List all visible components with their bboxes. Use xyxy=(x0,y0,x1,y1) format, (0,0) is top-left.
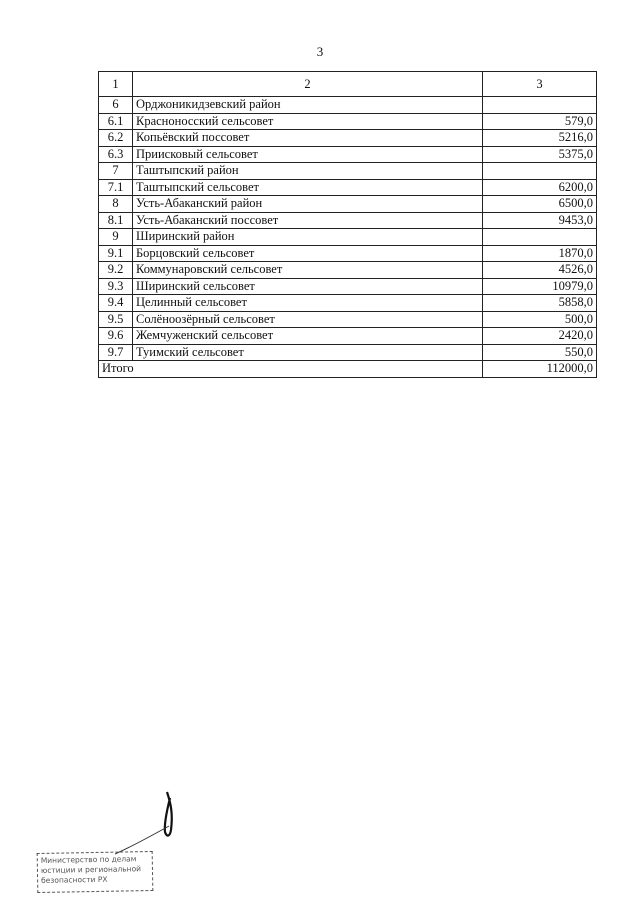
stamp-line-2: юстиции и региональной xyxy=(40,864,142,875)
total-label: Итого xyxy=(99,361,483,378)
table-body xyxy=(99,97,597,361)
table-row xyxy=(99,262,597,279)
table-row xyxy=(99,163,597,180)
row-number: 9 xyxy=(99,229,133,246)
table-row xyxy=(99,229,597,246)
table-row xyxy=(99,146,597,163)
row-value: 550,0 xyxy=(483,344,597,361)
row-number: 9.4 xyxy=(99,295,133,312)
row-number: 7.1 xyxy=(99,179,133,196)
table-row xyxy=(99,245,597,262)
table-header-row xyxy=(99,72,597,97)
table-row xyxy=(99,328,597,345)
row-value: 579,0 xyxy=(483,113,597,130)
row-name: Таштыпский сельсовет xyxy=(133,179,483,196)
row-value: 2420,0 xyxy=(483,328,597,345)
total-row xyxy=(99,361,597,378)
row-value: 5858,0 xyxy=(483,295,597,312)
allocation-table xyxy=(98,71,597,378)
row-value: 4526,0 xyxy=(483,262,597,279)
table-row xyxy=(99,344,597,361)
row-name: Ширинский район xyxy=(133,229,483,246)
table-row xyxy=(99,130,597,147)
page-number: 3 xyxy=(316,44,324,59)
row-value: 5375,0 xyxy=(483,146,597,163)
signature-mark xyxy=(115,790,185,860)
row-number: 9.7 xyxy=(99,344,133,361)
row-number: 9.3 xyxy=(99,278,133,295)
row-value: 5216,0 xyxy=(483,130,597,147)
row-name: Копьёвский поссовет xyxy=(133,130,483,147)
row-number: 8.1 xyxy=(99,212,133,229)
row-number: 6 xyxy=(99,97,133,114)
table-row xyxy=(99,311,597,328)
row-name: Красноносский сельсовет xyxy=(133,113,483,130)
row-number: 9.2 xyxy=(99,262,133,279)
stamp-line-3: безопасности РХ xyxy=(41,874,108,885)
row-name: Целинный сельсовет xyxy=(133,295,483,312)
row-name: Орджоникидзевский район xyxy=(133,97,483,114)
row-name: Усть-Абаканский поссовет xyxy=(133,212,483,229)
header-col-1: 1 xyxy=(99,72,133,97)
row-number: 6.1 xyxy=(99,113,133,130)
total-value: 112000,0 xyxy=(483,361,597,378)
table-row xyxy=(99,113,597,130)
row-value: 500,0 xyxy=(483,311,597,328)
row-number: 6.3 xyxy=(99,146,133,163)
row-name: Жемчуженский сельсовет xyxy=(133,328,483,345)
table-row xyxy=(99,212,597,229)
stamp-line-1: Министерство по делам xyxy=(40,854,137,865)
row-value: 10979,0 xyxy=(483,278,597,295)
header-col-3: 3 xyxy=(483,72,597,97)
row-name: Усть-Абаканский район xyxy=(133,196,483,213)
row-name: Ширинский сельсовет xyxy=(133,278,483,295)
row-value xyxy=(483,97,597,114)
table-row xyxy=(99,295,597,312)
row-number: 9.5 xyxy=(99,311,133,328)
table-row xyxy=(99,196,597,213)
row-value: 6500,0 xyxy=(483,196,597,213)
row-value: 9453,0 xyxy=(483,212,597,229)
row-number: 6.2 xyxy=(99,130,133,147)
header-col-2: 2 xyxy=(133,72,483,97)
row-name: Солёноозёрный сельсовет xyxy=(133,311,483,328)
row-number: 8 xyxy=(99,196,133,213)
row-value xyxy=(483,163,597,180)
row-value: 1870,0 xyxy=(483,245,597,262)
row-name: Приисковый сельсовет xyxy=(133,146,483,163)
table-row xyxy=(99,179,597,196)
row-number: 9.6 xyxy=(99,328,133,345)
registration-stamp xyxy=(37,851,154,893)
row-value xyxy=(483,229,597,246)
row-value: 6200,0 xyxy=(483,179,597,196)
row-name: Коммунаровский сельсовет xyxy=(133,262,483,279)
row-name: Таштыпский район xyxy=(133,163,483,180)
row-number: 7 xyxy=(99,163,133,180)
row-name: Туимский сельсовет xyxy=(133,344,483,361)
row-name: Борцовский сельсовет xyxy=(133,245,483,262)
table-row xyxy=(99,97,597,114)
row-number: 9.1 xyxy=(99,245,133,262)
table-row xyxy=(99,278,597,295)
